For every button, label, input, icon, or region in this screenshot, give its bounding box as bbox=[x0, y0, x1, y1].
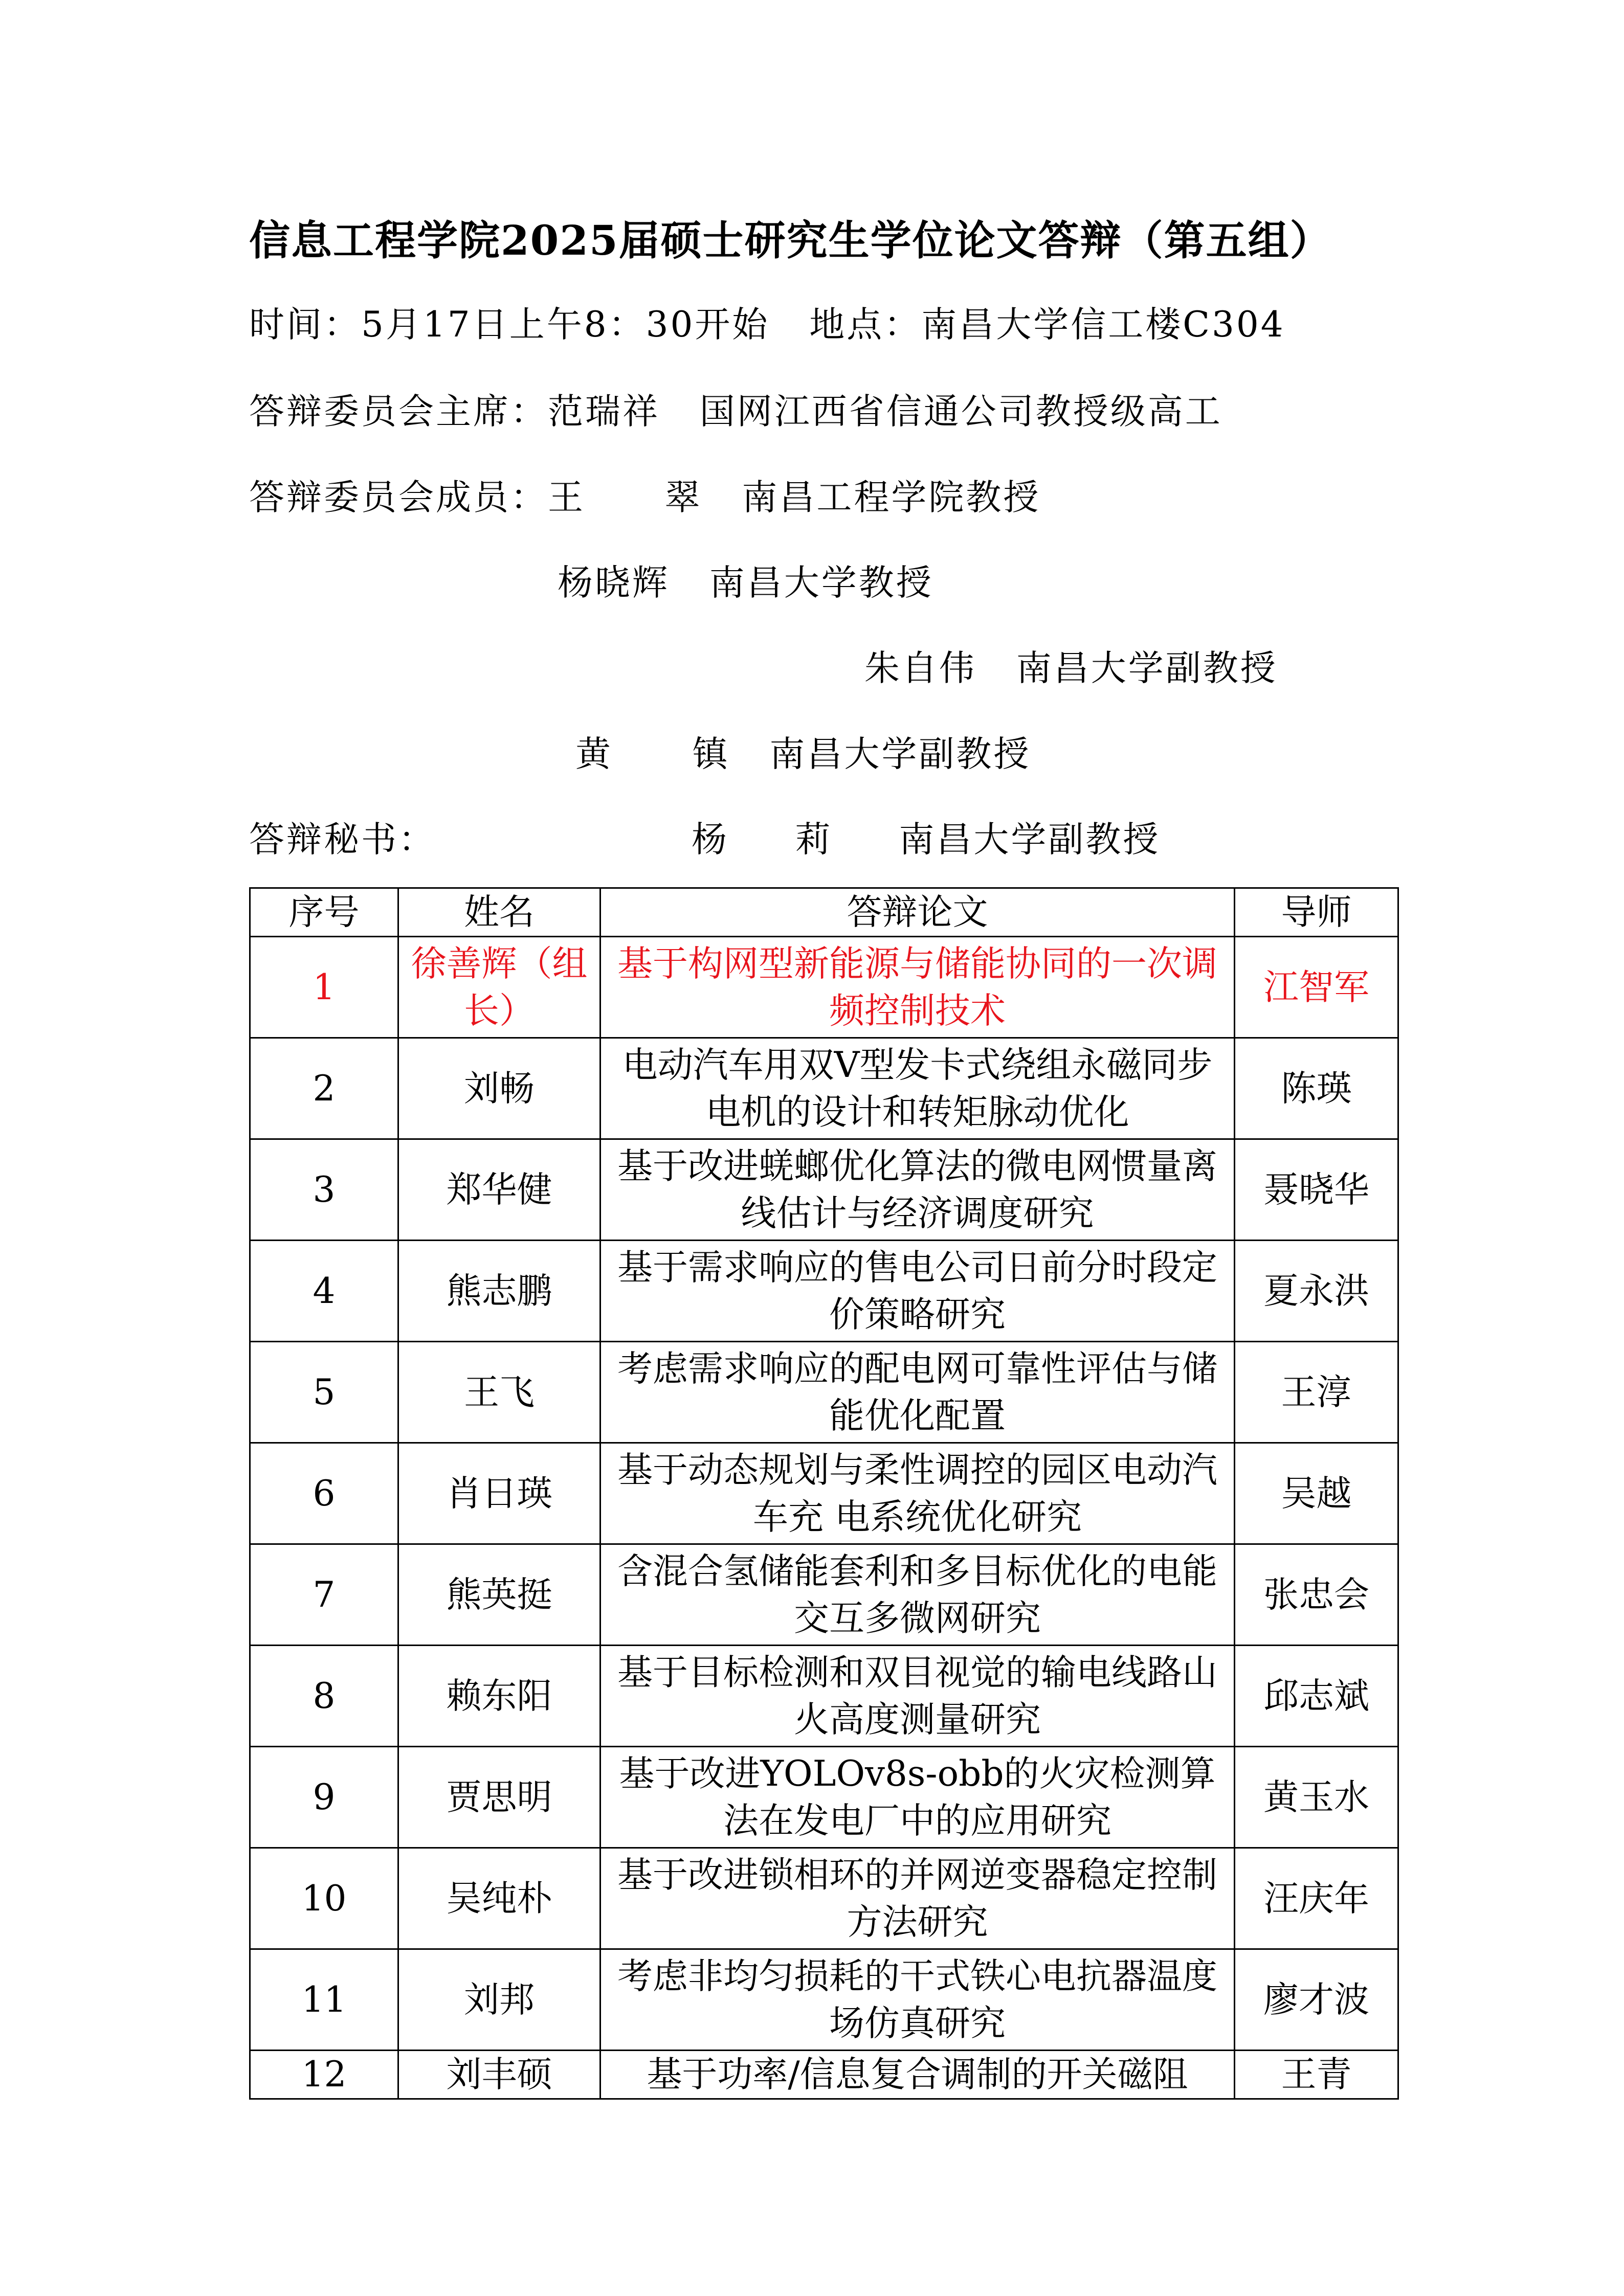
row-number: 12 bbox=[250, 2051, 398, 2099]
page-title: 信息工程学院2025届硕士研究生学位论文答辩（第五组） bbox=[249, 216, 1332, 264]
row-student-name: 熊志鹏 bbox=[398, 1241, 600, 1342]
row-student-name: 刘畅 bbox=[398, 1038, 600, 1139]
table-row bbox=[250, 1949, 1398, 2051]
row-thesis-title: 基于改进蜣螂优化算法的微电网惯量离线估计与经济调度研究 bbox=[600, 1139, 1235, 1241]
row-number: 8 bbox=[250, 1646, 398, 1747]
schedule-line: 时间：5月17日上午8：30开始 地点：南昌大学信工楼C304 bbox=[249, 304, 1285, 345]
header-name: 姓名 bbox=[398, 888, 600, 937]
committee-member-2: 杨晓辉 南昌大学教授 bbox=[558, 562, 933, 603]
defense-schedule-table bbox=[249, 887, 1399, 2100]
header-number: 序号 bbox=[250, 888, 398, 937]
table-row bbox=[250, 1544, 1398, 1646]
row-number: 3 bbox=[250, 1139, 398, 1241]
row-advisor: 王淳 bbox=[1235, 1342, 1398, 1443]
row-advisor: 黄玉水 bbox=[1235, 1747, 1398, 1848]
table-row bbox=[250, 937, 1398, 1038]
table-row bbox=[250, 2051, 1398, 2099]
secretary-name: 杨 莉 南昌大学副教授 bbox=[692, 819, 1161, 860]
row-number: 9 bbox=[250, 1747, 398, 1848]
table-row bbox=[250, 1342, 1398, 1443]
table-row bbox=[250, 1646, 1398, 1747]
row-number: 10 bbox=[250, 1848, 398, 1949]
row-advisor: 汪庆年 bbox=[1235, 1848, 1398, 1949]
row-student-name: 赖东阳 bbox=[398, 1646, 600, 1747]
committee-member-4: 黄 镇 南昌大学副教授 bbox=[575, 734, 1031, 775]
table-row bbox=[250, 1848, 1398, 1949]
row-thesis-title: 电动汽车用双V型发卡式绕组永磁同步电机的设计和转矩脉动优化 bbox=[600, 1038, 1235, 1139]
row-student-name: 吴纯朴 bbox=[398, 1848, 600, 1949]
row-thesis-title: 基于构网型新能源与储能协同的一次调频控制技术 bbox=[600, 937, 1235, 1038]
row-advisor: 邱志斌 bbox=[1235, 1646, 1398, 1747]
table-row bbox=[250, 1139, 1398, 1241]
table-row bbox=[250, 1443, 1398, 1544]
row-number: 11 bbox=[250, 1949, 398, 2051]
row-number: 7 bbox=[250, 1544, 398, 1646]
row-thesis-title: 基于需求响应的售电公司日前分时段定价策略研究 bbox=[600, 1241, 1235, 1342]
row-advisor: 陈瑛 bbox=[1235, 1038, 1398, 1139]
row-thesis-title: 含混合氢储能套利和多目标优化的电能交互多微网研究 bbox=[600, 1544, 1235, 1646]
table-row bbox=[250, 1747, 1398, 1848]
row-student-name: 刘邦 bbox=[398, 1949, 600, 2051]
header-advisor: 导师 bbox=[1235, 888, 1398, 937]
row-advisor: 江智军 bbox=[1235, 937, 1398, 1038]
row-student-name: 郑华健 bbox=[398, 1139, 600, 1241]
row-number: 5 bbox=[250, 1342, 398, 1443]
row-number: 4 bbox=[250, 1241, 398, 1342]
table-row bbox=[250, 1038, 1398, 1139]
secretary-label: 答辩秘书： bbox=[249, 819, 436, 860]
committee-chair: 答辩委员会主席：范瑞祥 国网江西省信通公司教授级高工 bbox=[249, 391, 1222, 432]
row-advisor: 夏永洪 bbox=[1235, 1241, 1398, 1342]
row-student-name: 贾思明 bbox=[398, 1747, 600, 1848]
row-advisor: 张忠会 bbox=[1235, 1544, 1398, 1646]
committee-member-3: 朱自伟 南昌大学副教授 bbox=[864, 648, 1278, 689]
table-row bbox=[250, 1241, 1398, 1342]
row-thesis-title: 基于改进锁相环的并网逆变器稳定控制方法研究 bbox=[600, 1848, 1235, 1949]
row-thesis-title: 基于动态规划与柔性调控的园区电动汽车充 电系统优化研究 bbox=[600, 1443, 1235, 1544]
table-header-row bbox=[250, 888, 1398, 937]
row-number: 6 bbox=[250, 1443, 398, 1544]
row-number: 2 bbox=[250, 1038, 398, 1139]
row-advisor: 廖才波 bbox=[1235, 1949, 1398, 2051]
row-thesis-title: 考虑需求响应的配电网可靠性评估与储能优化配置 bbox=[600, 1342, 1235, 1443]
row-advisor: 王青 bbox=[1235, 2051, 1398, 2099]
row-thesis-title: 考虑非均匀损耗的干式铁心电抗器温度场仿真研究 bbox=[600, 1949, 1235, 2051]
row-thesis-title: 基于目标检测和双目视觉的输电线路山火高度测量研究 bbox=[600, 1646, 1235, 1747]
row-student-name: 王飞 bbox=[398, 1342, 600, 1443]
row-advisor: 聂晓华 bbox=[1235, 1139, 1398, 1241]
row-thesis-title: 基于改进YOLOv8s-obb的火灾检测算法在发电厂中的应用研究 bbox=[600, 1747, 1235, 1848]
row-student-name: 徐善辉（组长） bbox=[398, 937, 600, 1038]
row-thesis-title: 基于功率/信息复合调制的开关磁阻 bbox=[600, 2051, 1235, 2099]
row-number: 1 bbox=[250, 937, 398, 1038]
row-student-name: 熊英挺 bbox=[398, 1544, 600, 1646]
row-advisor: 吴越 bbox=[1235, 1443, 1398, 1544]
committee-member-1: 答辩委员会成员：王 翠 南昌工程学院教授 bbox=[249, 477, 1041, 518]
row-student-name: 肖日瑛 bbox=[398, 1443, 600, 1544]
header-thesis: 答辩论文 bbox=[600, 888, 1235, 937]
row-student-name: 刘丰硕 bbox=[398, 2051, 600, 2099]
